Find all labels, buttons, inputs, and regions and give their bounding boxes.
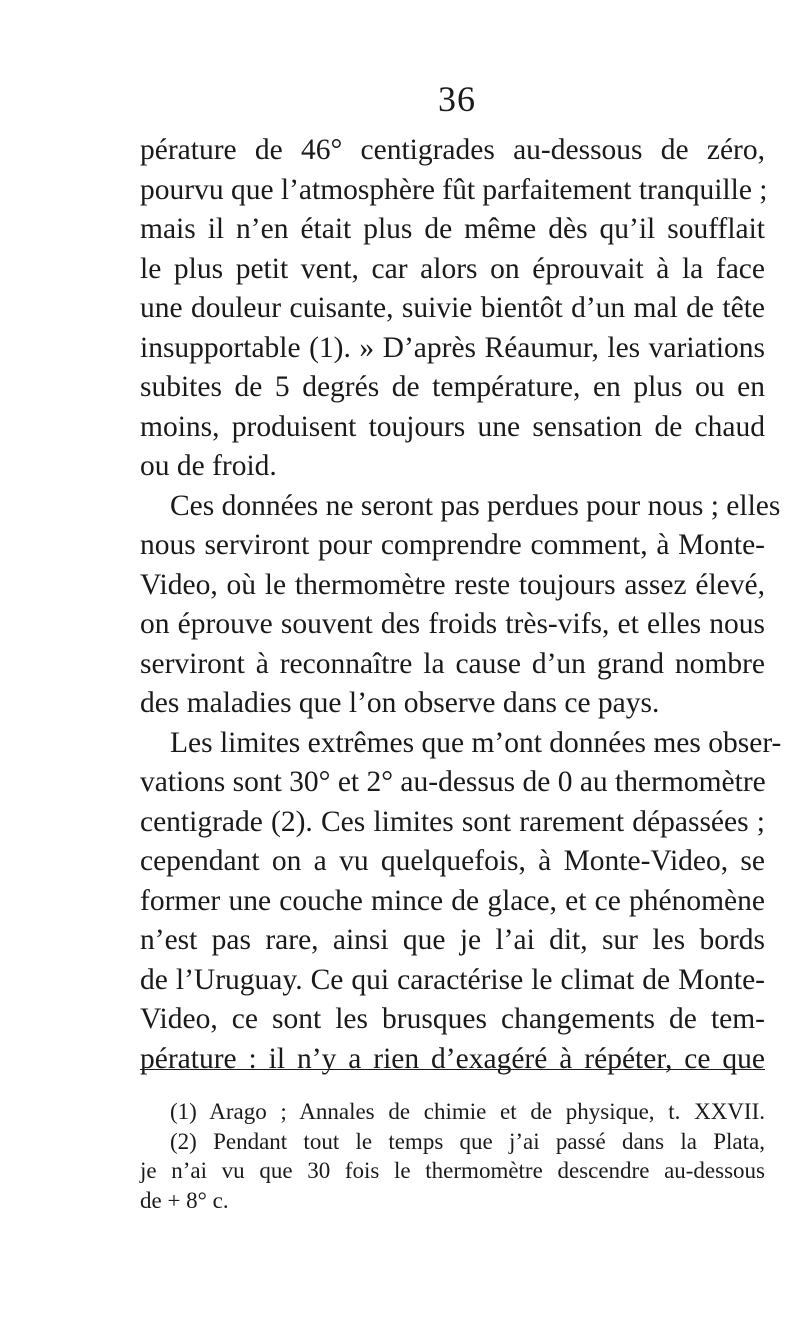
text-line: Ces données ne seront pas perdues pour nous ; elles [170, 489, 781, 522]
text-line: n’est pas rare, ainsi que je l’ai dit, sur les bords [140, 924, 765, 956]
text-line: insupportable (1). » D’après Réaumur, les variations [140, 331, 765, 364]
footnotes [140, 1097, 765, 1215]
text-line: vations sont 30° et 2° au-dessus de 0 au thermomètre [140, 766, 766, 798]
text-line: centigrade (2). Ces limites sont rarement dépassées ; [140, 805, 765, 838]
text-line: nous serviront pour comprendre comment, à Monte- [140, 529, 765, 561]
text-line: Video, où le thermomètre reste toujours assez élevé, [140, 568, 765, 601]
text-line: pérature : il n’y a rien d’exagéré à répéter, ce que [140, 1042, 765, 1075]
text-line: pourvu que l’atmosphère fût parfaitement tranquille ; [140, 173, 768, 206]
text-line: Video, ce sont les brusques changements de tem- [140, 1003, 765, 1035]
text-line: moins, produisent toujours une sensation de chaud [140, 410, 765, 443]
footnote-line: (2) Pendant tout le temps que j’ai passé dans la Plata, [170, 1128, 765, 1154]
page-number: 36 [438, 79, 476, 119]
text-line: de l’Uruguay. Ce qui caractérise le climat de Monte- [140, 963, 765, 996]
text-line: cependant on a vu quelquefois, à Monte-Video, se [140, 845, 765, 877]
text-line: subites de 5 degrés de température, en plus ou en [140, 371, 765, 403]
text-line: Les limites extrêmes que m’ont données mes obser- [170, 726, 782, 759]
text-line: ou de froid. [140, 450, 277, 482]
text-line: une douleur cuisante, suivie bientôt d’un mal de tête [140, 292, 765, 324]
text-line: on éprouve souvent des froids très-vifs, et elles nous [140, 608, 765, 640]
text-line: serviront à reconnaître la cause d’un grand nombre [140, 647, 765, 680]
text-line: pérature de 46° centigrades au-dessous de zéro, [140, 134, 765, 166]
text-line: des maladies que l’on observe dans ce pays. [140, 687, 660, 719]
footnote-divider [140, 1069, 765, 1070]
text-line: mais il n’en était plus de même dès qu’il soufflait [140, 213, 765, 245]
main-text [140, 131, 782, 1079]
text-line: le plus petit vent, car alors on éprouvait à la face [140, 252, 765, 285]
footnote-line: (1) Arago ; Annales de chimie et de physique, t. XXVII. [170, 1099, 765, 1124]
text-line: former une couche mince de glace, et ce phénomène [140, 884, 765, 917]
footnote-line: de + 8° c. [140, 1187, 229, 1213]
footnote-line: je n’ai vu que 30 fois le thermomètre descendre au-dessous [140, 1158, 765, 1183]
